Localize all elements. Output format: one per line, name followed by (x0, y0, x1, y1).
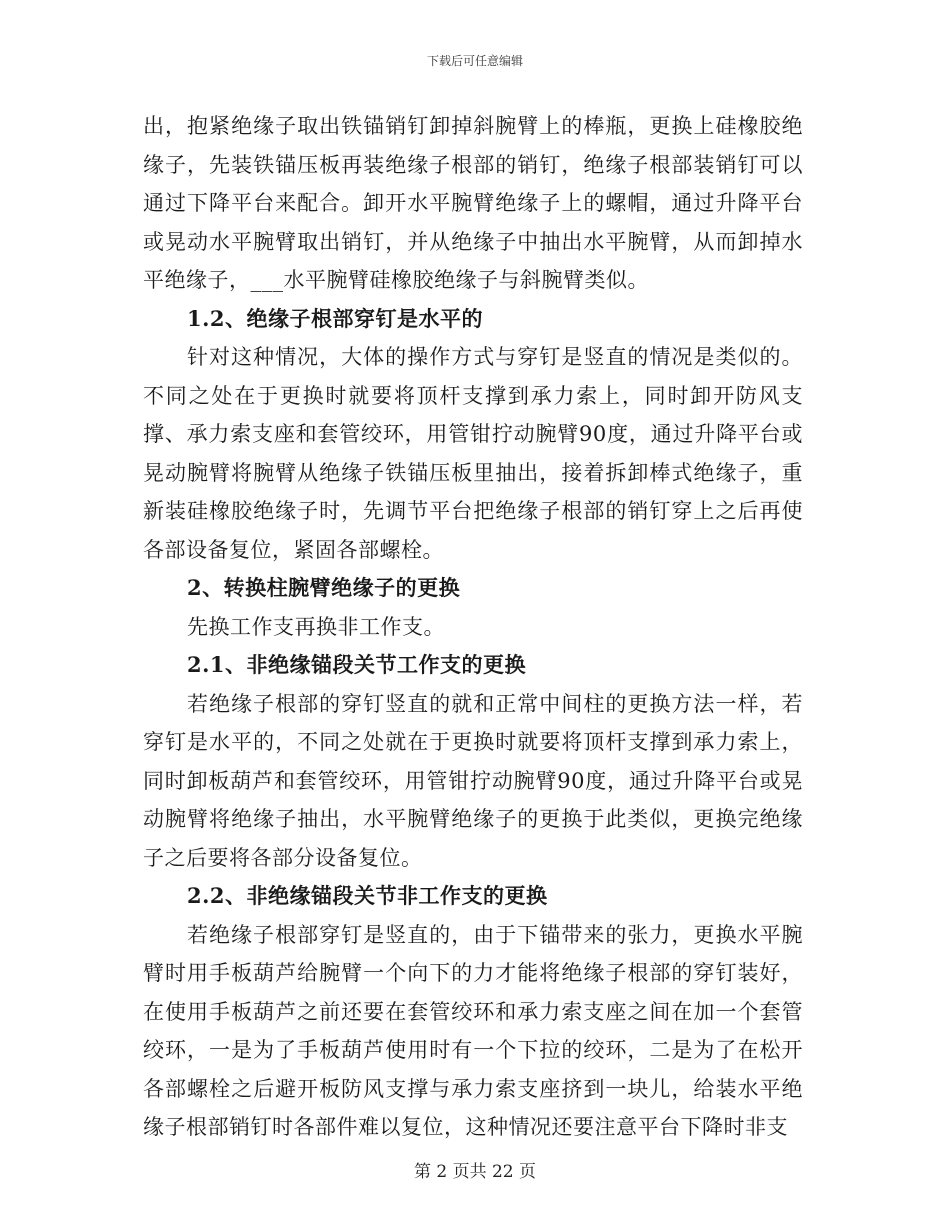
section-heading: 2、转换柱腕臂绝缘子的更换 (187, 575, 461, 600)
paragraph: 出，抱紧绝缘子取出铁锚销钉卸掉斜腕臂上的棒瓶，更换上硅橡胶绝缘子，先装铁锚压板再装绝缘子根部的销钉，绝缘子根部装销钉可以通过下降平台来配合。卸开水平腕臂绝缘子上的螺帽，通过升降平台或晃动水平腕臂取出销钉，并从绝缘子中抽出水平腕臂，从而卸掉水平绝缘子，___水平腕臂硅橡胶绝缘子与斜腕臂类似。 (143, 114, 803, 292)
document-body (143, 107, 803, 1147)
paragraph: 先换工作支再换非工作支。 (187, 614, 445, 639)
paragraph: 若绝缘子根部穿钉是竖直的，由于下锚带来的张力，更换水平腕臂时用手板葫芦给腕臂一个向下的力才能将绝缘子根部的穿钉装好，在使用手板葫芦之前还要在套管绞环和承力索支座之间在加一个套管绞环，一是为了手板葫芦使用时有一个下拉的绞环，二是为了在松开各部螺栓之后避开板防风支撑与承力索支座挤到一块儿，给装水平绝缘子根部销钉时各部件难以复位，这种情况还要注意平台下降时非支 (143, 922, 803, 1139)
page-header: 下载后可任意编辑 (426, 54, 523, 68)
section-heading: 2.1、非绝缘锚段关节工作支的更换 (187, 652, 527, 677)
page-footer: 第 2 页共 22 页 (413, 1162, 537, 1182)
section-heading: 1.2、绝缘子根部穿钉是水平的 (187, 305, 484, 331)
paragraph: 若绝缘子根部的穿钉竖直的就和正常中间柱的更换方法一样，若穿钉是水平的，不同之处就在于更换时就要将顶杆支撑到承力索上，同时卸板葫芦和套管绞环，用管钳拧动腕臂90度，通过升降平台或晃动腕臂将绝缘子抽出，水平腕臂绝缘子的更换于此类似，更换完绝缘子之后要将各部分设备复位。 (143, 691, 803, 870)
section-heading: 2.2、非绝缘锚段关节非工作支的更换 (187, 883, 548, 908)
paragraph: 针对这种情况，大体的操作方式与穿钉是竖直的情况是类似的。不同之处在于更换时就要将顶杆支撑到承力索上，同时卸开防风支撑、承力索支座和套管绞环，用管钳拧动腕臂90度，通过升降平台或晃动腕臂将腕臂从绝缘子铁锚压板里抽出，接着拆卸棒式绝缘子，重新装硅橡胶绝缘子时，先调节平台把绝缘子根部的销钉穿上之后再使各部设备复位，紧固各部螺栓。 (143, 345, 803, 562)
